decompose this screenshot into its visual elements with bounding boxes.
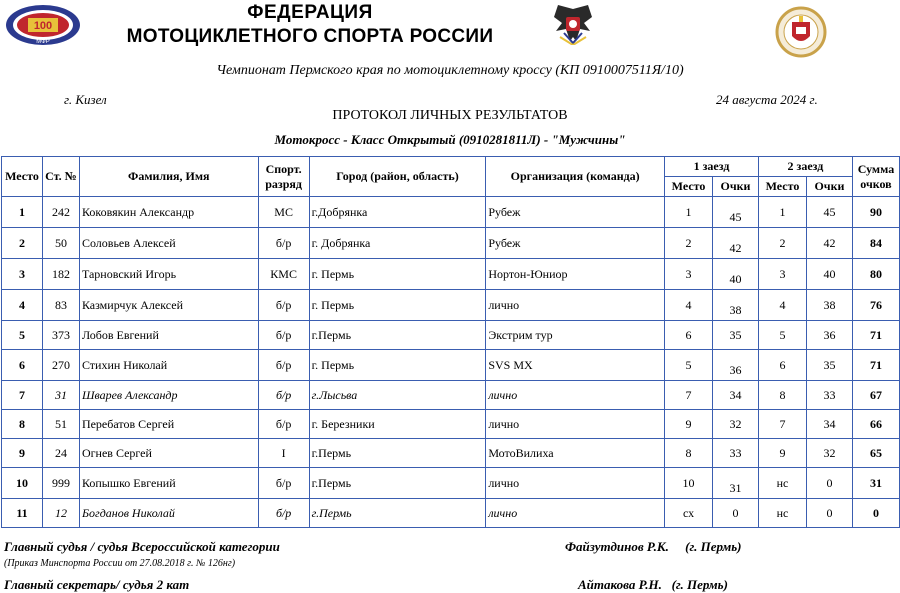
header-rank: Спорт. разряд [258, 157, 309, 197]
row-city: г.Пермь [309, 499, 486, 528]
row-race2-place: 3 [758, 259, 806, 290]
row-name: Перебатов Сергей [79, 410, 258, 439]
row-race1-place: сх [665, 499, 713, 528]
row-race2-points: 40 [806, 259, 852, 290]
row-place: 8 [2, 410, 43, 439]
row-race1-place: 10 [665, 468, 713, 499]
header-city: Город (район, область) [309, 157, 486, 197]
row-race2-place: нс [758, 499, 806, 528]
row-race1-place: 2 [665, 228, 713, 259]
row-race2-points: 33 [806, 381, 852, 410]
row-organization: лично [486, 290, 665, 321]
row-rank: б/р [258, 381, 309, 410]
row-place: 3 [2, 259, 43, 290]
row-race1-points: 33 [713, 439, 759, 468]
row-race2-place: 1 [758, 197, 806, 228]
header-name: Фамилия, Имя [79, 157, 258, 197]
header-organization: Организация (команда) [486, 157, 665, 197]
row-rank: МС [258, 197, 309, 228]
row-start-number: 51 [42, 410, 79, 439]
row-organization: Рубеж [486, 228, 665, 259]
table-row [2, 499, 900, 528]
row-race2-points: 34 [806, 410, 852, 439]
row-race1-place: 5 [665, 350, 713, 381]
row-rank: б/р [258, 321, 309, 350]
header-race2-points: Очки [806, 177, 852, 197]
row-city: г.Лысьва [309, 381, 486, 410]
row-place: 10 [2, 468, 43, 499]
row-race1-place: 6 [665, 321, 713, 350]
row-race1-points: 38 [713, 290, 759, 321]
row-race1-place: 1 [665, 197, 713, 228]
row-city: г. Пермь [309, 259, 486, 290]
secretary-title: Главный секретарь/ судья 2 кат [4, 577, 190, 592]
row-start-number: 999 [42, 468, 79, 499]
protocol-title: ПРОТОКОЛ ЛИЧНЫХ РЕЗУЛЬТАТОВ [332, 108, 568, 123]
row-race1-place: 7 [665, 381, 713, 410]
row-race2-points: 35 [806, 350, 852, 381]
row-organization: Экстрим тур [486, 321, 665, 350]
row-rank: б/р [258, 468, 309, 499]
row-organization: лично [486, 381, 665, 410]
row-race1-points: 36 [713, 350, 759, 381]
order-note: (Приказ Минспорта России от 27.08.2018 г. № 126нг) [4, 558, 236, 569]
table-row [2, 439, 900, 468]
event-date: 24 августа 2024 г. [716, 92, 818, 107]
row-total: 66 [852, 410, 899, 439]
row-start-number: 50 [42, 228, 79, 259]
table-row [2, 228, 900, 259]
row-total: 31 [852, 468, 899, 499]
header-start-number: Ст. № [42, 157, 79, 197]
row-race2-place: 2 [758, 228, 806, 259]
row-rank: б/р [258, 350, 309, 381]
table-row [2, 350, 900, 381]
row-start-number: 182 [42, 259, 79, 290]
row-total: 65 [852, 439, 899, 468]
row-organization: Рубеж [486, 197, 665, 228]
header-place: Место [2, 157, 43, 197]
row-name: Тарновский Игорь [79, 259, 258, 290]
header-race2-place: Место [758, 177, 806, 197]
row-place: 6 [2, 350, 43, 381]
row-city: г. Пермь [309, 350, 486, 381]
federation-title-line2: МОТОЦИКЛЕТНОГО СПОРТА РОССИИ [126, 26, 494, 47]
row-race2-place: 9 [758, 439, 806, 468]
row-total: 76 [852, 290, 899, 321]
table-row [2, 410, 900, 439]
row-name: Богданов Николай [79, 499, 258, 528]
row-race1-points: 35 [713, 321, 759, 350]
class-title: Мотокросс - Класс Открытый (0910281811Л) - "Мужчины" [274, 132, 626, 147]
row-total: 80 [852, 259, 899, 290]
header-race1-points: Очки [713, 177, 759, 197]
header-total: Сумма очков [852, 157, 899, 197]
row-organization: МотоВилиха [486, 439, 665, 468]
row-race2-points: 0 [806, 468, 852, 499]
row-place: 11 [2, 499, 43, 528]
row-name: Копышко Евгений [79, 468, 258, 499]
row-start-number: 373 [42, 321, 79, 350]
chief-judge-name: Файзутдинов Р.К. (г. Пермь) [565, 539, 742, 554]
row-race1-place: 9 [665, 410, 713, 439]
event-city: г. Кизел [64, 92, 107, 107]
header-race-1: 1 заезд [665, 157, 759, 177]
row-race1-place: 8 [665, 439, 713, 468]
row-race2-place: нс [758, 468, 806, 499]
perm-region-emblem [775, 6, 827, 58]
row-name: Соловьев Алексей [79, 228, 258, 259]
header-race-2: 2 заезд [758, 157, 852, 177]
row-total: 0 [852, 499, 899, 528]
row-city: г.Пермь [309, 439, 486, 468]
row-total: 71 [852, 350, 899, 381]
row-place: 4 [2, 290, 43, 321]
row-rank: КМС [258, 259, 309, 290]
row-name: Шварев Александр [79, 381, 258, 410]
row-city: г. Пермь [309, 290, 486, 321]
row-rank: б/р [258, 290, 309, 321]
row-race2-points: 38 [806, 290, 852, 321]
row-race2-place: 7 [758, 410, 806, 439]
row-city: г.Пермь [309, 321, 486, 350]
mfr-logo-text: МФР [36, 39, 50, 45]
results-body [2, 197, 900, 528]
row-total: 90 [852, 197, 899, 228]
table-row [2, 197, 900, 228]
row-race2-place: 5 [758, 321, 806, 350]
row-organization: лично [486, 410, 665, 439]
row-rank: б/р [258, 228, 309, 259]
row-race2-points: 45 [806, 197, 852, 228]
row-race1-place: 4 [665, 290, 713, 321]
row-start-number: 242 [42, 197, 79, 228]
row-race1-points: 0 [713, 499, 759, 528]
row-race1-points: 32 [713, 410, 759, 439]
row-rank: б/р [258, 410, 309, 439]
row-race2-points: 0 [806, 499, 852, 528]
row-race2-place: 6 [758, 350, 806, 381]
row-name: Стихин Николай [79, 350, 258, 381]
table-row [2, 290, 900, 321]
mfr-logo-badge: 100 [33, 20, 53, 32]
row-place: 5 [2, 321, 43, 350]
row-place: 1 [2, 197, 43, 228]
row-start-number: 270 [42, 350, 79, 381]
row-place: 2 [2, 228, 43, 259]
row-start-number: 24 [42, 439, 79, 468]
row-total: 84 [852, 228, 899, 259]
header-race1-place: Место [665, 177, 713, 197]
row-name: Лобов Евгений [79, 321, 258, 350]
table-row [2, 381, 900, 410]
results-table [1, 156, 900, 528]
row-race1-points: 45 [713, 197, 759, 228]
row-race1-points: 42 [713, 228, 759, 259]
federation-title-line1: ФЕДЕРАЦИЯ [247, 2, 373, 23]
row-race1-points: 40 [713, 259, 759, 290]
row-race2-points: 42 [806, 228, 852, 259]
row-race1-points: 31 [713, 468, 759, 499]
row-organization: лично [486, 499, 665, 528]
row-race2-points: 36 [806, 321, 852, 350]
row-total: 71 [852, 321, 899, 350]
row-race1-place: 3 [665, 259, 713, 290]
row-race1-points: 34 [713, 381, 759, 410]
row-start-number: 12 [42, 499, 79, 528]
row-place: 7 [2, 381, 43, 410]
chief-judge-title: Главный судья / судья Всероссийской категории [4, 539, 280, 554]
row-name: Огнев Сергей [79, 439, 258, 468]
row-organization: Нортон-Юниор [486, 259, 665, 290]
row-race2-place: 4 [758, 290, 806, 321]
row-city: г.Добрянка [309, 197, 486, 228]
row-race2-place: 8 [758, 381, 806, 410]
row-start-number: 31 [42, 381, 79, 410]
row-place: 9 [2, 439, 43, 468]
table-row [2, 259, 900, 290]
row-city: г.Пермь [309, 468, 486, 499]
row-race2-points: 32 [806, 439, 852, 468]
table-row [2, 468, 900, 499]
row-total: 67 [852, 381, 899, 410]
secretary-name: Айтакова Р.Н. (г. Пермь) [578, 577, 728, 592]
row-city: г. Добрянка [309, 228, 486, 259]
row-rank: I [258, 439, 309, 468]
row-organization: SVS MX [486, 350, 665, 381]
row-city: г. Березники [309, 410, 486, 439]
row-start-number: 83 [42, 290, 79, 321]
table-row [2, 321, 900, 350]
championship-title: Чемпионат Пермского края по мотоциклетному кроссу (КП 0910007511Я/10) [216, 63, 684, 78]
row-name: Коковякин Александр [79, 197, 258, 228]
row-name: Казмирчук Алексей [79, 290, 258, 321]
row-organization: лично [486, 468, 665, 499]
row-rank: б/р [258, 499, 309, 528]
